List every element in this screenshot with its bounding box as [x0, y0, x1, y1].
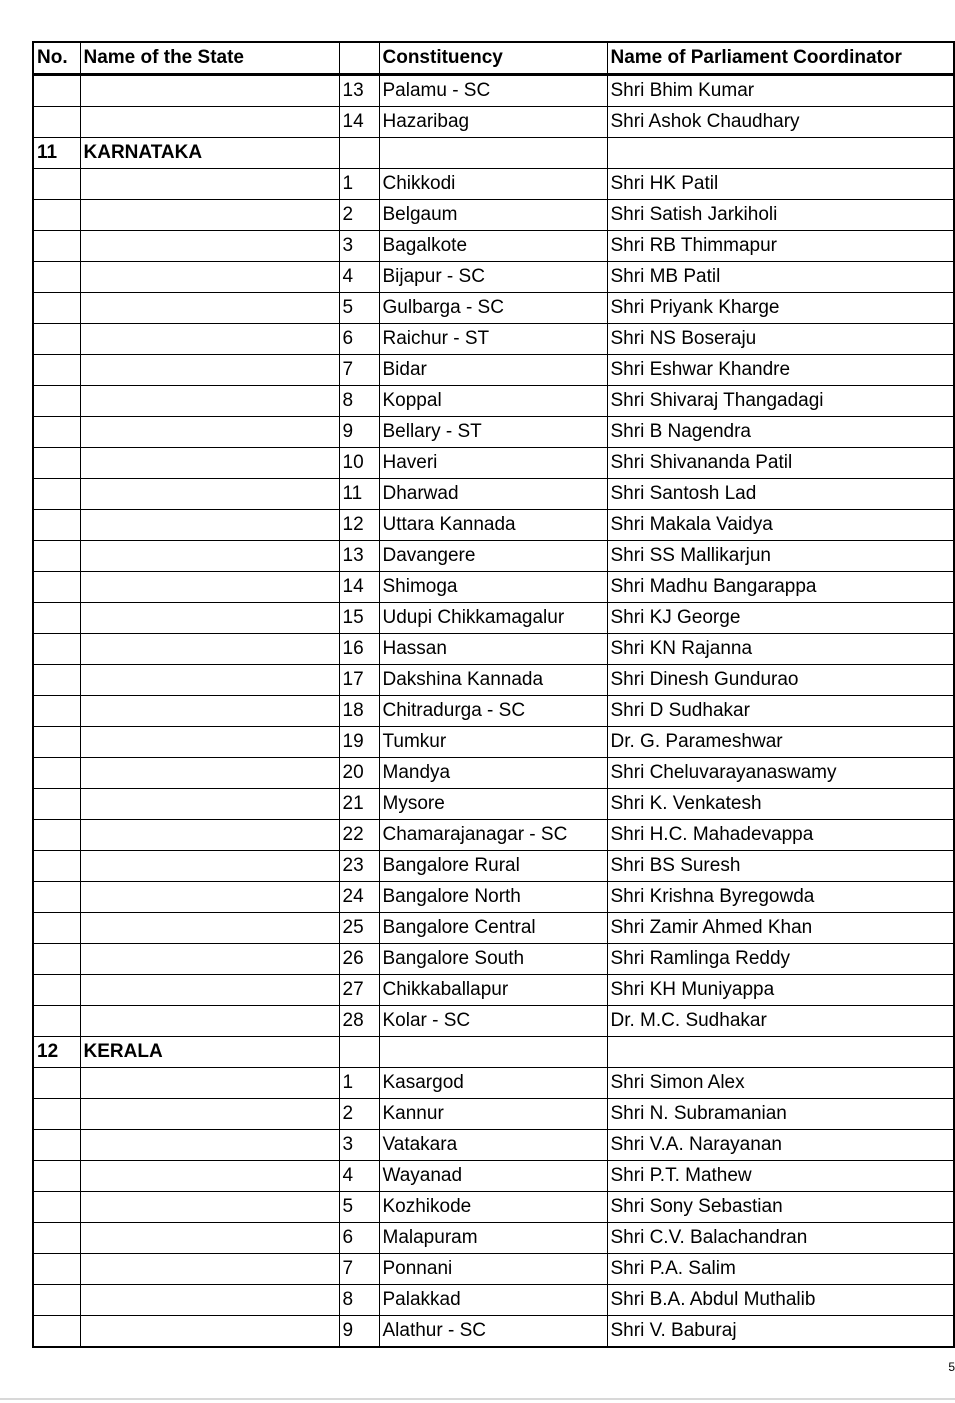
cell-serial: 5: [339, 1192, 379, 1223]
cell-coordinator: Shri Shivananda Patil: [607, 448, 954, 479]
cell-coordinator: Shri P.A. Salim: [607, 1254, 954, 1285]
cell-serial: [339, 138, 379, 169]
table-row: [33, 975, 954, 1006]
cell-state: [80, 1130, 339, 1161]
cell-coordinator: Shri Madhu Bangarappa: [607, 572, 954, 603]
cell-serial: 8: [339, 1285, 379, 1316]
cell-serial: 15: [339, 603, 379, 634]
cell-serial: 5: [339, 293, 379, 324]
cell-serial: 11: [339, 479, 379, 510]
cell-constituency: Chikkodi: [379, 169, 607, 200]
cell-serial: 18: [339, 696, 379, 727]
cell-state: [80, 479, 339, 510]
cell-serial: 1: [339, 1068, 379, 1099]
cell-state: [80, 851, 339, 882]
cell-constituency: Mysore: [379, 789, 607, 820]
cell-constituency: Shimoga: [379, 572, 607, 603]
cell-coordinator: [607, 1037, 954, 1068]
table-row: [33, 231, 954, 262]
cell-state: [80, 355, 339, 386]
cell-no: [33, 231, 80, 262]
cell-state: [80, 1223, 339, 1254]
cell-constituency: Chitradurga - SC: [379, 696, 607, 727]
cell-state: [80, 231, 339, 262]
cell-state: [80, 665, 339, 696]
cell-constituency: Chamarajanagar - SC: [379, 820, 607, 851]
cell-serial: 17: [339, 665, 379, 696]
cell-constituency: Bangalore Central: [379, 913, 607, 944]
table-row: [33, 138, 954, 169]
table-header-row: [33, 42, 954, 75]
cell-constituency: Bellary - ST: [379, 417, 607, 448]
cell-coordinator: Shri V.A. Narayanan: [607, 1130, 954, 1161]
cell-serial: 13: [339, 75, 379, 107]
cell-constituency: Chikkaballapur: [379, 975, 607, 1006]
cell-serial: 19: [339, 727, 379, 758]
cell-no: [33, 696, 80, 727]
table-row: [33, 1161, 954, 1192]
cell-coordinator: Shri H.C. Mahadevappa: [607, 820, 954, 851]
cell-constituency: Malapuram: [379, 1223, 607, 1254]
cell-serial: 14: [339, 107, 379, 138]
cell-coordinator: Shri BS Suresh: [607, 851, 954, 882]
cell-no: [33, 448, 80, 479]
cell-coordinator: Shri Shivaraj Thangadagi: [607, 386, 954, 417]
cell-no: [33, 1130, 80, 1161]
cell-coordinator: Shri Bhim Kumar: [607, 75, 954, 107]
cell-constituency: [379, 1037, 607, 1068]
cell-serial: 27: [339, 975, 379, 1006]
cell-constituency: Kannur: [379, 1099, 607, 1130]
table-row: [33, 293, 954, 324]
cell-no: [33, 293, 80, 324]
table-row: [33, 541, 954, 572]
cell-constituency: Wayanad: [379, 1161, 607, 1192]
cell-state: [80, 262, 339, 293]
cell-no: [33, 727, 80, 758]
cell-constituency: Palamu - SC: [379, 75, 607, 107]
cell-state: [80, 107, 339, 138]
cell-serial: 14: [339, 572, 379, 603]
cell-state: [80, 758, 339, 789]
cell-coordinator: Shri MB Patil: [607, 262, 954, 293]
cell-no: [33, 882, 80, 913]
cell-no: 11: [33, 138, 80, 169]
table-row: [33, 1254, 954, 1285]
cell-state: [80, 386, 339, 417]
cell-coordinator: Shri Eshwar Khandre: [607, 355, 954, 386]
cell-state: [80, 1285, 339, 1316]
table-row: [33, 510, 954, 541]
cell-coordinator: Shri Santosh Lad: [607, 479, 954, 510]
cell-coordinator: Shri Dinesh Gundurao: [607, 665, 954, 696]
cell-state: [80, 1254, 339, 1285]
cell-no: [33, 1192, 80, 1223]
cell-state: [80, 696, 339, 727]
cell-coordinator: Shri Ashok Chaudhary: [607, 107, 954, 138]
cell-serial: 4: [339, 262, 379, 293]
cell-state: [80, 789, 339, 820]
cell-serial: 9: [339, 417, 379, 448]
cell-state: [80, 1006, 339, 1037]
cell-constituency: Belgaum: [379, 200, 607, 231]
cell-constituency: Ponnani: [379, 1254, 607, 1285]
cell-no: [33, 107, 80, 138]
table-row: [33, 603, 954, 634]
cell-no: [33, 200, 80, 231]
cell-constituency: Bagalkote: [379, 231, 607, 262]
table-row: [33, 1223, 954, 1254]
cell-state: [80, 510, 339, 541]
cell-serial: 7: [339, 1254, 379, 1285]
page-number: 5: [948, 1360, 955, 1374]
cell-constituency: [379, 138, 607, 169]
table-row: [33, 417, 954, 448]
cell-constituency: Kozhikode: [379, 1192, 607, 1223]
table-body: [33, 75, 954, 1348]
cell-no: [33, 758, 80, 789]
cell-constituency: Haveri: [379, 448, 607, 479]
table-row: [33, 448, 954, 479]
table-row: [33, 324, 954, 355]
table-row: [33, 1316, 954, 1348]
cell-coordinator: Shri Cheluvarayanaswamy: [607, 758, 954, 789]
cell-constituency: Dakshina Kannada: [379, 665, 607, 696]
cell-coordinator: Shri C.V. Balachandran: [607, 1223, 954, 1254]
cell-coordinator: Shri B.A. Abdul Muthalib: [607, 1285, 954, 1316]
cell-constituency: Mandya: [379, 758, 607, 789]
table-row: [33, 169, 954, 200]
cell-state: [80, 634, 339, 665]
cell-constituency: Davangere: [379, 541, 607, 572]
cell-state: [80, 882, 339, 913]
cell-no: [33, 851, 80, 882]
cell-coordinator: Dr. G. Parameshwar: [607, 727, 954, 758]
cell-serial: 4: [339, 1161, 379, 1192]
cell-state: [80, 448, 339, 479]
table-row: [33, 262, 954, 293]
cell-coordinator: Shri K. Venkatesh: [607, 789, 954, 820]
cell-no: [33, 169, 80, 200]
cell-state: [80, 975, 339, 1006]
header-constituency: Constituency: [379, 42, 607, 75]
cell-coordinator: Dr. M.C. Sudhakar: [607, 1006, 954, 1037]
cell-no: [33, 603, 80, 634]
cell-constituency: Bangalore Rural: [379, 851, 607, 882]
cell-no: [33, 541, 80, 572]
table-row: [33, 913, 954, 944]
cell-no: [33, 262, 80, 293]
cell-serial: 3: [339, 1130, 379, 1161]
table-row: [33, 355, 954, 386]
cell-constituency: Hassan: [379, 634, 607, 665]
cell-no: [33, 1316, 80, 1348]
cell-coordinator: Shri Priyank Kharge: [607, 293, 954, 324]
cell-state: [80, 417, 339, 448]
table-row: [33, 1285, 954, 1316]
cell-no: [33, 324, 80, 355]
cell-serial: 25: [339, 913, 379, 944]
cell-serial: 10: [339, 448, 379, 479]
table-row: [33, 882, 954, 913]
table-row: [33, 789, 954, 820]
cell-state: [80, 293, 339, 324]
cell-no: [33, 1254, 80, 1285]
cell-state: [80, 727, 339, 758]
cell-constituency: Tumkur: [379, 727, 607, 758]
cell-constituency: Udupi Chikkamagalur: [379, 603, 607, 634]
table-row: [33, 1130, 954, 1161]
cell-coordinator: Shri HK Patil: [607, 169, 954, 200]
cell-coordinator: Shri Ramlinga Reddy: [607, 944, 954, 975]
table-row: [33, 634, 954, 665]
header-no: No.: [33, 42, 80, 75]
cell-coordinator: Shri D Sudhakar: [607, 696, 954, 727]
cell-serial: 9: [339, 1316, 379, 1348]
cell-state: [80, 1192, 339, 1223]
cell-serial: 12: [339, 510, 379, 541]
cell-state: [80, 572, 339, 603]
cell-constituency: Bijapur - SC: [379, 262, 607, 293]
cell-no: [33, 479, 80, 510]
cell-coordinator: Shri RB Thimmapur: [607, 231, 954, 262]
cell-no: [33, 913, 80, 944]
cell-no: 12: [33, 1037, 80, 1068]
cell-constituency: Vatakara: [379, 1130, 607, 1161]
header-state: Name of the State: [80, 42, 339, 75]
cell-no: [33, 1161, 80, 1192]
cell-constituency: Kolar - SC: [379, 1006, 607, 1037]
cell-no: [33, 355, 80, 386]
cell-coordinator: Shri Zamir Ahmed Khan: [607, 913, 954, 944]
cell-serial: 3: [339, 231, 379, 262]
cell-coordinator: Shri N. Subramanian: [607, 1099, 954, 1130]
cell-serial: 28: [339, 1006, 379, 1037]
cell-constituency: Hazaribag: [379, 107, 607, 138]
table-row: [33, 758, 954, 789]
cell-coordinator: Shri KN Rajanna: [607, 634, 954, 665]
cell-no: [33, 417, 80, 448]
cell-constituency: Bangalore South: [379, 944, 607, 975]
cell-serial: 16: [339, 634, 379, 665]
cell-state: [80, 324, 339, 355]
cell-constituency: Palakkad: [379, 1285, 607, 1316]
table-row: [33, 944, 954, 975]
cell-serial: 6: [339, 1223, 379, 1254]
header-serial: [339, 42, 379, 75]
table-row: [33, 572, 954, 603]
cell-no: [33, 789, 80, 820]
cell-coordinator: Shri V. Baburaj: [607, 1316, 954, 1348]
cell-no: [33, 1223, 80, 1254]
cell-no: [33, 820, 80, 851]
cell-serial: 21: [339, 789, 379, 820]
cell-serial: 20: [339, 758, 379, 789]
table-row: [33, 107, 954, 138]
cell-coordinator: Shri SS Mallikarjun: [607, 541, 954, 572]
cell-no: [33, 1285, 80, 1316]
cell-no: [33, 634, 80, 665]
cell-state: [80, 200, 339, 231]
cell-no: [33, 510, 80, 541]
cell-state: [80, 1068, 339, 1099]
table-row: [33, 1099, 954, 1130]
cell-no: [33, 975, 80, 1006]
table-row: [33, 1037, 954, 1068]
table-row: [33, 727, 954, 758]
cell-coordinator: Shri Krishna Byregowda: [607, 882, 954, 913]
cell-serial: 22: [339, 820, 379, 851]
cell-no: [33, 75, 80, 107]
cell-serial: 6: [339, 324, 379, 355]
table-row: [33, 665, 954, 696]
cell-coordinator: Shri NS Boseraju: [607, 324, 954, 355]
table-row: [33, 696, 954, 727]
table-row: [33, 479, 954, 510]
cell-no: [33, 944, 80, 975]
cell-serial: 13: [339, 541, 379, 572]
table-row: [33, 1006, 954, 1037]
cell-coordinator: Shri P.T. Mathew: [607, 1161, 954, 1192]
cell-constituency: Raichur - ST: [379, 324, 607, 355]
cell-serial: 26: [339, 944, 379, 975]
table-row: [33, 820, 954, 851]
cell-serial: [339, 1037, 379, 1068]
cell-state: [80, 913, 339, 944]
cell-constituency: Bangalore North: [379, 882, 607, 913]
cell-serial: 1: [339, 169, 379, 200]
cell-serial: 8: [339, 386, 379, 417]
table-row: [33, 386, 954, 417]
cell-state: [80, 1161, 339, 1192]
cell-coordinator: [607, 138, 954, 169]
cell-state: [80, 169, 339, 200]
cell-coordinator: Shri B Nagendra: [607, 417, 954, 448]
cell-constituency: Bidar: [379, 355, 607, 386]
page-bottom-divider: [0, 1398, 955, 1400]
cell-state: KARNATAKA: [80, 138, 339, 169]
coordinator-table: [32, 41, 955, 1348]
table-row: [33, 200, 954, 231]
cell-state: [80, 820, 339, 851]
cell-no: [33, 1006, 80, 1037]
cell-coordinator: Shri Sony Sebastian: [607, 1192, 954, 1223]
cell-coordinator: Shri KH Muniyappa: [607, 975, 954, 1006]
cell-state: KERALA: [80, 1037, 339, 1068]
cell-serial: 24: [339, 882, 379, 913]
cell-serial: 2: [339, 1099, 379, 1130]
cell-state: [80, 603, 339, 634]
header-coordinator: Name of Parliament Coordinator: [607, 42, 954, 75]
cell-coordinator: Shri KJ George: [607, 603, 954, 634]
cell-coordinator: Shri Simon Alex: [607, 1068, 954, 1099]
cell-serial: 23: [339, 851, 379, 882]
cell-coordinator: Shri Satish Jarkiholi: [607, 200, 954, 231]
cell-constituency: Koppal: [379, 386, 607, 417]
cell-state: [80, 541, 339, 572]
cell-serial: 2: [339, 200, 379, 231]
cell-constituency: Alathur - SC: [379, 1316, 607, 1348]
cell-no: [33, 386, 80, 417]
cell-state: [80, 1316, 339, 1348]
table-row: [33, 75, 954, 107]
cell-no: [33, 665, 80, 696]
cell-constituency: Uttara Kannada: [379, 510, 607, 541]
table-row: [33, 851, 954, 882]
cell-serial: 7: [339, 355, 379, 386]
cell-no: [33, 1068, 80, 1099]
cell-coordinator: Shri Makala Vaidya: [607, 510, 954, 541]
cell-state: [80, 944, 339, 975]
cell-constituency: Dharwad: [379, 479, 607, 510]
cell-state: [80, 75, 339, 107]
table-row: [33, 1192, 954, 1223]
cell-no: [33, 1099, 80, 1130]
cell-no: [33, 572, 80, 603]
table-row: [33, 1068, 954, 1099]
cell-constituency: Kasargod: [379, 1068, 607, 1099]
cell-state: [80, 1099, 339, 1130]
cell-constituency: Gulbarga - SC: [379, 293, 607, 324]
